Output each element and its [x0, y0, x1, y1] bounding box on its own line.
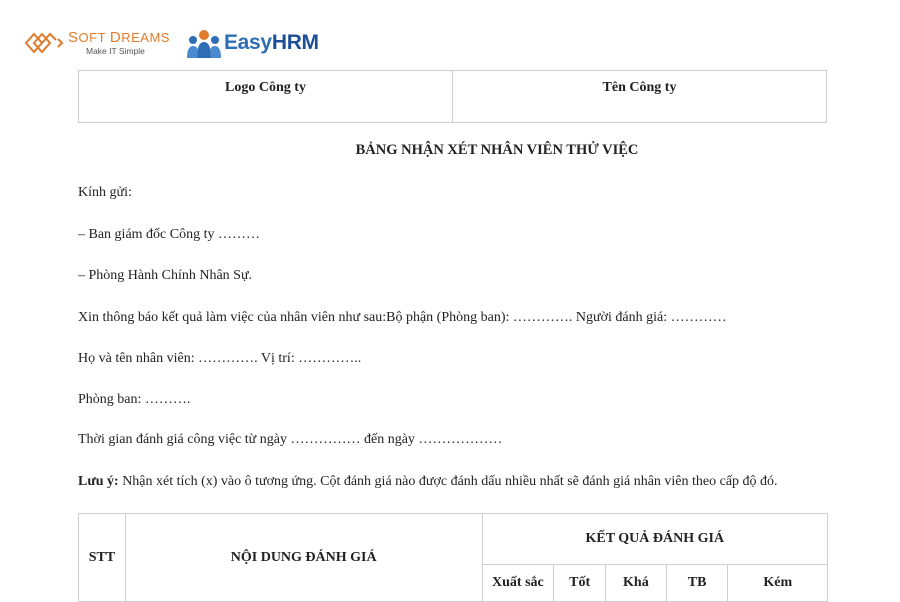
evaluation-table	[78, 513, 828, 602]
department-line: Phòng ban: ……….	[78, 392, 191, 407]
info-line: Xin thông báo kết quả làm việc của nhân viên như sau:Bộ phận (Phòng ban): …………. Người đánh giá: …………	[78, 310, 727, 325]
easyhrm-wordmark: EasyHRM	[223, 31, 319, 54]
employee-line: Họ và tên nhân viên: …………. Vị trí: …………..	[78, 351, 362, 366]
header-rating-poor: Kém	[728, 565, 828, 602]
company-header-table	[78, 70, 827, 123]
note-text: Nhận xét tích (x) vào ô tương ứng. Cột đánh giá nào được đánh dấu nhiều nhất sẽ đánh giá nhân viên theo cấp độ đó.	[118, 474, 778, 489]
header-rating-excellent: Xuất sắc	[482, 565, 554, 602]
easyhrm-logo	[186, 26, 319, 60]
note-line	[78, 474, 778, 490]
softdreams-tagline: Make IT Simple	[86, 46, 145, 57]
header-rating-good: Tốt	[554, 565, 606, 602]
header-content: NỘI DUNG ĐÁNH GIÁ	[125, 514, 482, 602]
softdreams-wordmark	[68, 30, 170, 56]
softdreams-name: SOFT DREAMS	[68, 29, 170, 47]
period-line: Thời gian đánh giá công việc từ ngày …………… đến ngày ………………	[78, 432, 503, 447]
header-rating-fair: Khá	[606, 565, 667, 602]
brand-logos	[22, 26, 319, 60]
softdreams-logo-icon	[22, 26, 66, 60]
recipient-line-hr: – Phòng Hành Chính Nhân Sự.	[78, 268, 253, 283]
note-label: Lưu ý:	[78, 474, 119, 489]
people-group-icon	[186, 26, 222, 60]
document-title: BẢNG NHẬN XÉT NHÂN VIÊN THỬ VIỆC	[355, 142, 639, 158]
header-stt: STT	[79, 514, 126, 602]
recipient-line-board: – Ban giám đốc Công ty ………	[78, 227, 260, 242]
company-logo-cell: Logo Công ty	[79, 71, 453, 123]
header-rating-average: TB	[666, 565, 728, 602]
greeting-line: Kính gửi:	[78, 185, 132, 200]
header-result: KẾT QUẢ ĐÁNH GIÁ	[482, 514, 827, 565]
company-name-cell: Tên Công ty	[453, 71, 827, 123]
